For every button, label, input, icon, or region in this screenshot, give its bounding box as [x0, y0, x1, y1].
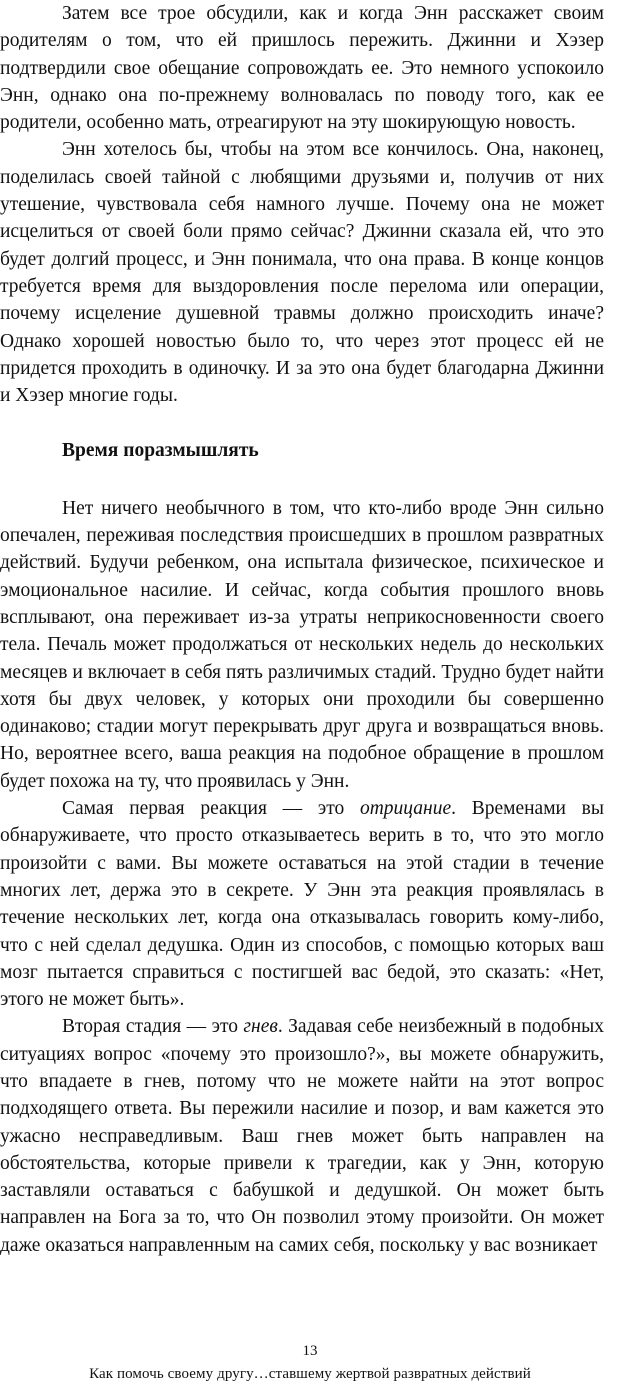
paragraph-denial-rest: . Временами вы обнаруживаете, что просто отказываетесь верить в то, что это могло произойти с вами. Вы можете оставаться на этой стадии в течение многих лет, держа это в секрете. У Энн эта реакция проявлялась в течение нескольких лет, когда она отказывалась говорить кому-либо, что с ней сделал дедушка. Один из способов, с помощью которых ваш мозг пытается справиться с постигшей вас бедой, это сказать: «Нет, этого не может быть». — [0, 798, 604, 1011]
paragraph-healing: Энн хотелось бы, чтобы на этом все кончилось. Она, наконец, поделилась своей тайной с любящими друзьями и, получив от них утешение, чувствовала себя намного лучше. Почему она не может исцелиться от своей боли прямо сейчас? Джинни сказала ей, что это будет долгий процесс, и Энн понимала, что она права. В конце концов требуется время для выздоровления после перелома или операции, почему исцеление душевной травмы должно происходить иначе? Однако хорошей новостью было то, что через этот процесс ей не придется проходить в одиночку. И за это она будет благодарна Джинни и Хэзер многие годы. — [0, 139, 604, 407]
paragraph-denial — [0, 795, 604, 1013]
term-anger: гнев — [243, 1016, 278, 1038]
paragraph-discussion: Затем все трое обсудили, как и когда Энн расскажет своим родителям о том, что ей пришлось пережить. Джинни и Хэзер подтвердили свое обещание сопровождать ее. Это немного успокоило Энн, однако она по-прежнему волновалась по поводу того, как ее родители, особенно мать, отреагируют на эту шокирующую новость. — [0, 3, 604, 134]
paragraph-grief: Нет ничего необычного в том, что кто-либо вроде Энн сильно опечален, переживая последствия происшедших в прошлом развратных действий. Будучи ребенком, она испытала физическое, психическое и эмоциональное насилие. И сейчас, когда события прошлого вновь всплывают, она переживает из-за утраты неприкосновенности своего тела. Печаль может продолжаться от нескольких недель до нескольких месяцев и включает в себя пять различимых стадий. Трудно будет найти хотя бы двух человек, у которых они проходили бы совершенно одинаково; стадии могут перекрывать друг друга и возвращаться вновь. Но, вероятнее всего, ваша реакция на подобное обращение в прошлом будет похожа на ту, что проявилась у Энн. — [0, 497, 604, 792]
section-heading: Время поразмышлять — [62, 440, 259, 462]
page-number: 13 — [302, 1343, 318, 1359]
paragraph-anger-rest: . Задавая себе неизбежный в подобных ситуациях вопрос «почему это произошло?», вы можете обнаружить, что впадаете в гнев, потому что не можете найти на этот вопрос подходящего ответа. Вы пережили насилие и позор, и вам кажется это ужасно несправедливым. Ваш гнев может быть направлен на обстоятельства, которые привели к трагедии, как у Энн, которую заставляли оставаться с бабушкой и дедушкой. Он может быть направлен на Бога за то, что Он позволил этому произойти. Он может даже оказаться направленным на самих себя, поскольку у вас возникает — [0, 1016, 604, 1256]
paragraph-denial-lead: Самая первая реакция — это — [62, 798, 360, 820]
term-denial: отрицание — [359, 798, 452, 820]
paragraph-anger-lead: Вторая стадия — это — [62, 1016, 244, 1038]
running-footer: Как помочь своему другу…ставшему жертвой развратных действий — [89, 1366, 531, 1382]
paragraph-anger — [0, 1013, 604, 1259]
